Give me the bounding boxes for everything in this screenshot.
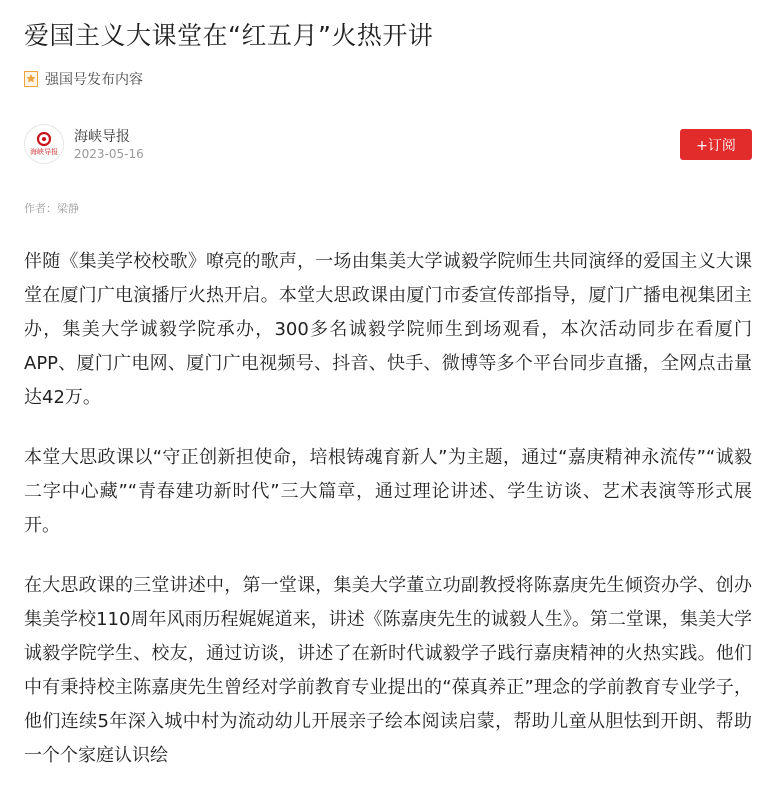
haixia-daobao-logo-icon — [36, 132, 52, 146]
subscribe-button[interactable]: +订阅 — [680, 129, 752, 160]
publisher-name[interactable]: 海峡导报 — [74, 129, 130, 145]
ribbon-badge-icon — [24, 71, 38, 87]
article-title: 爱国主义大课堂在“红五月”火热开讲 — [24, 21, 434, 50]
publisher-avatar[interactable] — [24, 124, 64, 164]
paragraph: 伴随《集美学校校歌》嘹亮的歌声，一场由集美大学诚毅学院师生共同演绎的爱国主义大课堂在厦门广电演播厅火热开启。本堂大思政课由厦门市委宣传部指导，厦门广播电视集团主办，集美大学诚毅学院承办，300多名诚毅学院师生到场观看，本次活动同步在看厦门APP、厦门广电网、厦门广电视频号、抖音、快手、微博等多个平台同步直播，全网点击量达42万。 — [24, 251, 752, 408]
publish-date: 2023-05-16 — [74, 147, 144, 161]
publisher-logo-text: 海峡导报 — [30, 147, 58, 156]
paragraph: 在大思政课的三堂讲述中，第一堂课，集美大学董立功副教授将陈嘉庚先生倾资办学、创办集美学校110周年风雨历程娓娓道来，讲述《陈嘉庚先生的诚毅人生》。第二堂课，集美大学诚毅学院学生、校友，通过访谈，讲述了在新时代诚毅学子践行嘉庚精神的火热实践。他们中有秉持校主陈嘉庚先生曾经对学前教育专业提出的“葆真养正”理念的学前教育专业学子，他们连续5年深入城中村为流动幼儿开展亲子绘本阅读启蒙，帮助儿童从胆怯到开朗、帮助一个个家庭认识绘 — [24, 575, 752, 766]
source-line — [24, 69, 143, 89]
author-byline: 作者：梁静 — [24, 202, 79, 215]
publisher-header — [24, 124, 752, 168]
source-label: 强国号发布内容 — [45, 72, 143, 88]
paragraph: 本堂大思政课以“守正创新担使命，培根铸魂育新人”为主题，通过“嘉庚精神永流传”“诚毅二字中心藏”“青春建功新时代”三大篇章，通过理论讲述、学生访谈、艺术表演等形式展开。 — [24, 447, 752, 536]
article-body — [24, 245, 752, 799]
